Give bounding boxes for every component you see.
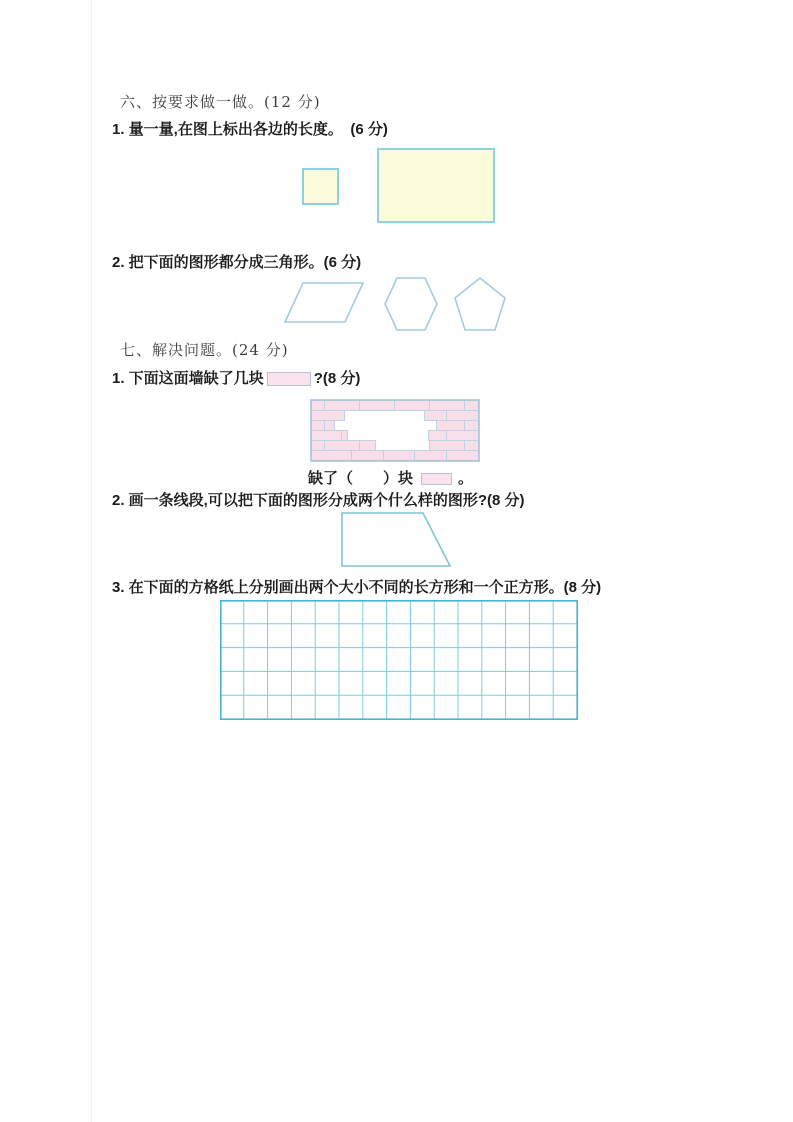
grid-border (221, 601, 577, 719)
question-7-1 (112, 369, 360, 389)
question-6-1: 1. 量一量,在图上标出各边的长度。 (6 分) (112, 121, 388, 138)
brick-icon (421, 473, 452, 485)
brick-icon (267, 372, 311, 386)
trapezoid-figure (338, 509, 456, 571)
question-7-1-text: 1. 下面这面墙缺了几块 (112, 370, 264, 387)
answer-period: 。 (458, 470, 474, 487)
grid-paper-figure (220, 600, 578, 720)
measure-square-figure (302, 168, 339, 205)
question-7-3: 3. 在下面的方格纸上分别画出两个大小不同的长方形和一个正方形。(8 分) (112, 579, 602, 596)
hexagon-shape (385, 278, 437, 330)
brick-rows (312, 401, 479, 461)
question-7-1-suffix: ?(8 分) (313, 370, 361, 387)
answer-text: 缺了（ ）块 (308, 470, 414, 487)
measure-rectangle-figure (377, 148, 495, 223)
parallelogram-shape (285, 283, 363, 322)
section-six-header: 六、按要求做一做。(12 分) (120, 93, 321, 111)
question-6-2: 2. 把下面的图形都分成三角形。(6 分) (112, 254, 362, 271)
trapezoid-shape (342, 513, 450, 566)
question-7-2: 2. 画一条线段,可以把下面的图形分成两个什么样的图形?(8 分) (112, 492, 525, 509)
pentagon-shape (455, 278, 505, 330)
scan-page-edge (91, 0, 92, 1122)
answer-blank-line (308, 469, 473, 489)
section-seven-header: 七、解决问题。(24 分) (120, 341, 289, 359)
divide-shapes-figure (280, 275, 515, 337)
grid-lines (221, 601, 577, 719)
brick-wall-figure (310, 399, 480, 462)
